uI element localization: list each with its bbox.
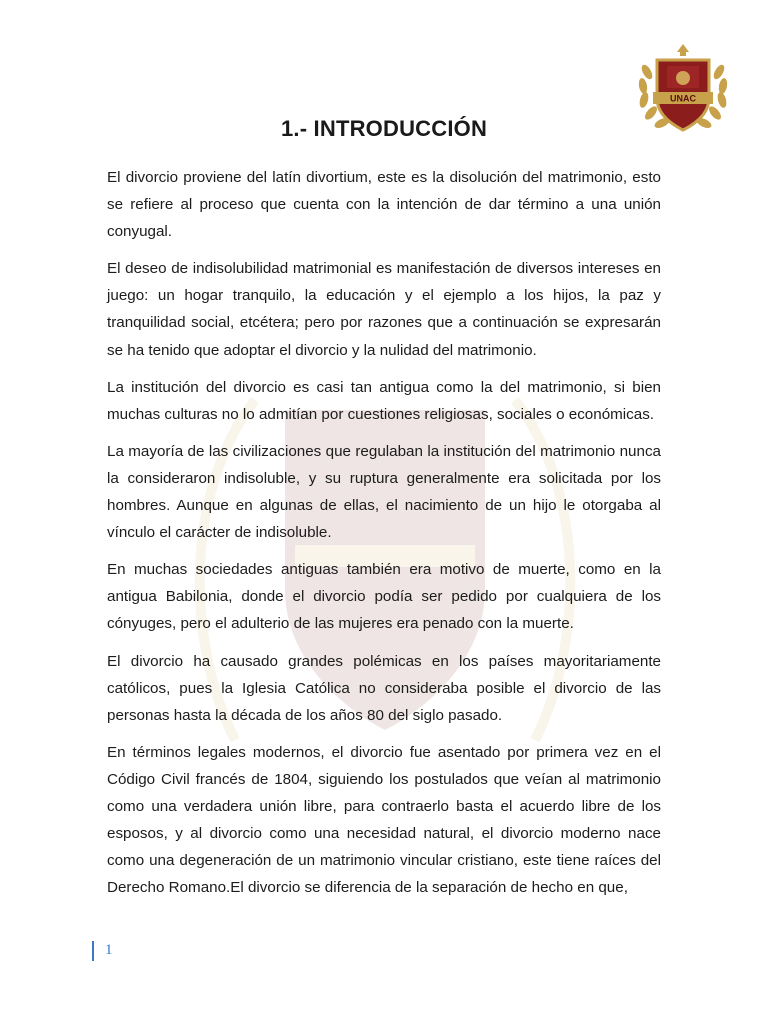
page-title: 1.- INTRODUCCIÓN [280, 116, 488, 141]
paragraph: El deseo de indisolubilidad matrimonial es manifestación de diversos intereses en juego: un hogar tranquilo, la educación y el ejemplo a los hijos, la paz y tranquilidad social, etcétera; pero por razones que a continuación se expresarán se ha tenido que adoptar el divorcio y la nulidad del matrimonio. [107, 260, 661, 359]
paragraph: En muchas sociedades antiguas también era motivo de muerte, como en la antigua Babilonia, donde el divorcio podía ser pedido por cualquiera de los cónyuges, pero el adulterio de las mujeres era penado con la muerte. [107, 561, 661, 633]
crest-text: UNAC [670, 93, 696, 104]
paragraph: La mayoría de las civilizaciones que regulaban la institución del matrimonio nunca la consideraron indisoluble, y su ruptura generalmente era solicitada por los hombres. Aunque en algunas de ellas, el nacimiento de un hijo le otorgaba al vínculo el carácter de indisoluble. [107, 442, 661, 542]
paragraph: En términos legales modernos, el divorcio fue asentado por primera vez en el Código Civil francés de 1804, siguiendo los postulados que veían al matrimonio como una verdadera unión libre, para contraerlo basta el acuerdo libre de los esposos, y al divorcio como una necesidad natural, el divorcio moderno nace como una degeneración de un matrimonio vincular cristiano, este tiene raíces del Derecho Romano.El divorcio se diferencia de la separación de hecho en que, [107, 743, 661, 897]
page-number: 1 [105, 942, 113, 958]
document-body [107, 164, 661, 911]
paragraph: El divorcio proviene del latín divortium, este es la disolución del matrimonio, esto se refiere al proceso que cuenta con la intención de dar término a una unión conyugal. [107, 169, 661, 241]
paragraph: El divorcio ha causado grandes polémicas en los países mayoritariamente católicos, pues la Iglesia Católica no consideraba posible el divorcio de las personas hasta la década de los años 80 del siglo pasado. [107, 652, 661, 724]
page-number-bar [92, 941, 94, 961]
paragraph: La institución del divorcio es casi tan antigua como la del matrimonio, si bien muchas culturas no lo admitían por cuestiones religiosas, sociales o económicas. [107, 378, 661, 423]
